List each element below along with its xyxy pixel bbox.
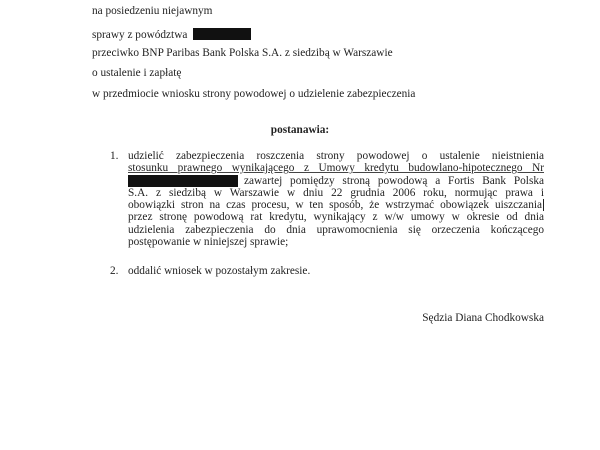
- redacted-contract-number: [128, 175, 238, 187]
- judge-signature: Sędzia Diana Chodkowska: [422, 312, 544, 324]
- item-1-line-c: [128, 175, 544, 187]
- header-claim-line: o ustalenie i zapłatę: [92, 67, 182, 79]
- item-1-line-d: S.A. z siedzibą w Warszawie w dniu 22 grudnia 2006 roku, normując prawa i: [128, 186, 544, 199]
- item-1-line-g: udzielenia zabezpieczenia do dnia uprawomocnienia się orzeczenia kończącego: [128, 223, 544, 236]
- item-number: 1.: [110, 150, 119, 162]
- item-number: 2.: [110, 265, 119, 277]
- decision-heading: postanawia:: [270, 124, 330, 136]
- item-1-line-e: [128, 199, 544, 211]
- header-defendant-line: przeciwko BNP Paribas Bank Polska S.A. z siedzibą w Warszawie: [92, 47, 393, 59]
- item-1-line-b: [128, 162, 544, 174]
- item-1-line-a: udzielić zabezpieczenia roszczenia strony powodowej o ustalenie nieistnienia: [128, 150, 544, 162]
- item-text: oddalić wniosek w pozostałym zakresie.: [128, 265, 311, 277]
- item-1-line-f: przez stronę powodową rat kredytu, wynikający z w/w umowy w okresie od dnia: [128, 211, 544, 224]
- item-text: [128, 150, 544, 248]
- header-plaintiff-line: [92, 28, 251, 42]
- item-1-line-h: postępowanie w niniejszej sprawie;: [128, 236, 289, 249]
- redacted-plaintiff-name: [193, 28, 251, 40]
- item-1-line-e-text: obowiązki stron na czas procesu, w ten sposób, że wstrzymać obowiązek uiszczania: [128, 199, 542, 212]
- text-cursor: [543, 199, 544, 211]
- header-session-line: na posiedzeniu niejawnym: [92, 5, 213, 17]
- header-subject-line: w przedmiocie wniosku strony powodowej o udzielenie zabezpieczenia: [92, 88, 416, 100]
- plaintiff-prefix: sprawy z powództwa: [92, 29, 188, 41]
- item-1-line-b-text: stosunku prawnego wynikającego z Umowy kredytu budowlano-hipotecznego Nr: [128, 162, 544, 175]
- item-1-line-c-text: zawartej pomiędzy stroną powodową a Fortis Bank Polska: [244, 174, 544, 187]
